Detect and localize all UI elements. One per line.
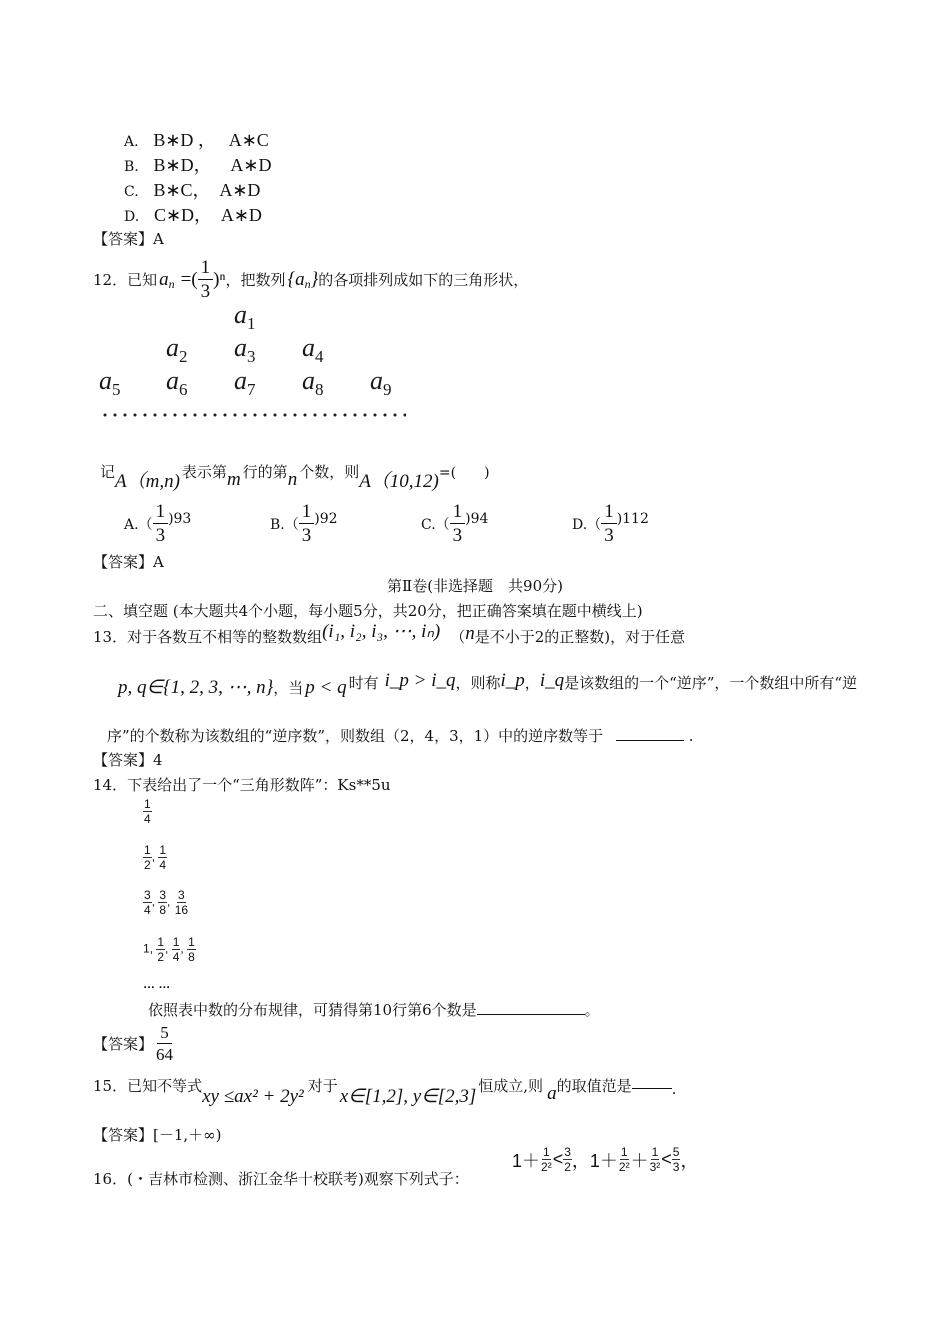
sequence-close: } bbox=[310, 268, 319, 290]
question-13-line1 bbox=[93, 621, 686, 647]
array-value: 1 bbox=[143, 941, 150, 956]
option-text: B∗C， bbox=[153, 180, 211, 200]
note-n: n bbox=[287, 468, 298, 490]
formula-var: a bbox=[547, 1082, 557, 1104]
option-exp: )92 bbox=[314, 510, 338, 527]
formula-exp: )ⁿ bbox=[213, 268, 226, 290]
option-text: A∗C bbox=[228, 130, 269, 150]
question-text: （ bbox=[450, 628, 466, 646]
option-fraction: $\frac{1}{3}$ bbox=[299, 502, 315, 545]
option-letter: A. bbox=[124, 134, 139, 150]
triangle-term: $a_2$ bbox=[166, 333, 188, 367]
expr-text: ， bbox=[571, 1150, 590, 1171]
option-exp: )93 bbox=[168, 510, 192, 527]
array-fraction: $\frac{3}{8}$ bbox=[159, 888, 167, 917]
question-14-intro: 14．下表给出了一个“三角形数阵”：Ks**5u bbox=[93, 776, 391, 794]
question-16-expressions bbox=[512, 1146, 698, 1173]
array-fraction: $\frac{1}{8}$ bbox=[188, 935, 195, 964]
note-text: 记 bbox=[100, 463, 116, 481]
expr-text: 1＋ bbox=[589, 1150, 618, 1171]
question-text: 是该数组的一个“逆序”，一个数组中所有“逆 bbox=[564, 674, 858, 692]
option-text: C∗D， bbox=[153, 205, 213, 225]
note-text: 个数，则 bbox=[299, 463, 360, 481]
triangle-dots bbox=[100, 410, 406, 420]
option-d bbox=[572, 502, 649, 545]
fraction-denominator: 3 bbox=[200, 281, 211, 302]
array-fraction: $\frac{3}{16}$ bbox=[174, 888, 189, 917]
note-text: 行的第 bbox=[242, 463, 288, 481]
section-title: 第Ⅱ卷(非选择题 共90分) bbox=[387, 577, 563, 595]
triangle-term: $a_7$ bbox=[234, 366, 256, 400]
array-fraction: $\frac{1}{4}$ bbox=[144, 797, 151, 826]
option-text: A∗D bbox=[220, 205, 262, 225]
answer-fraction: $\frac{5}{64}$ bbox=[156, 1023, 174, 1064]
note-text: =( ) bbox=[438, 464, 490, 481]
formula-ineq: xy ≤ax² + 2y² bbox=[202, 1085, 304, 1107]
option-letter: A.（ bbox=[124, 516, 153, 533]
formula-domain: x∈[1,2], y∈[2,3] bbox=[339, 1086, 477, 1107]
formula-ineq: i_p > i_q bbox=[384, 669, 456, 691]
formula-ip: i_p bbox=[500, 669, 525, 691]
question-text: 的各项排列成如下的三角形状， bbox=[318, 271, 529, 289]
question-text: ， bbox=[524, 674, 540, 692]
expr-fraction: $\frac{1}{\text{2²}}$ bbox=[618, 1145, 630, 1174]
array-row-2: $\frac{1}{2}$ , $\frac{1}{4}$ bbox=[144, 843, 167, 872]
option-letter: B. bbox=[124, 159, 139, 175]
option-letter: D. bbox=[124, 209, 140, 225]
question-text: . bbox=[688, 727, 694, 745]
expr-fraction: $\frac{3}{2}$ bbox=[564, 1145, 571, 1174]
note-m: m bbox=[226, 468, 241, 490]
question-text: 恒成立,则 bbox=[478, 1077, 544, 1095]
option-letter: C.（ bbox=[421, 516, 450, 533]
option-letter: C. bbox=[124, 184, 139, 200]
expr-text: < bbox=[661, 1149, 672, 1169]
question-16: 16．(・吉林市检测、浙江金华十校联考)观察下列式子： bbox=[93, 1170, 469, 1188]
expr-fraction: $\frac{1}{\text{3²}}$ bbox=[649, 1145, 661, 1174]
answer-label: 【答案】 bbox=[93, 1035, 154, 1053]
answer-blank bbox=[632, 1088, 672, 1089]
question-12 bbox=[93, 258, 528, 301]
answer-12: 【答案】A bbox=[93, 553, 164, 571]
option-c bbox=[124, 176, 260, 202]
option-letter: D.（ bbox=[572, 516, 602, 533]
option-text: B∗D， bbox=[153, 155, 212, 175]
question-text: ，则称 bbox=[455, 674, 501, 692]
question-text: 依照表中数的分布规律，可猜得第10行第6个数是 bbox=[148, 1001, 477, 1019]
option-a bbox=[124, 502, 191, 545]
answer-blank bbox=[616, 740, 684, 741]
question-13-line2 bbox=[118, 669, 858, 699]
array-row-3: $\frac{3}{4}$ , $\frac{3}{8}$ , $\frac{3}{16}$ bbox=[144, 888, 189, 917]
section-heading: 二、填空题 (本大题共4个小题，每小题5分，共20分，把正确答案填在题中横线上) bbox=[93, 602, 643, 620]
question-text: 。 bbox=[584, 1001, 600, 1019]
formula-a: a bbox=[159, 268, 169, 290]
option-text: A∗D bbox=[230, 155, 272, 175]
formula-fraction bbox=[198, 258, 214, 301]
formula-set: p, q∈{1, 2, 3, ⋯, n} bbox=[118, 677, 274, 698]
sequence: {a bbox=[287, 268, 305, 290]
triangle-term: $a_9$ bbox=[370, 366, 392, 400]
triangle-term: $a_6$ bbox=[166, 366, 188, 400]
option-text: A∗D bbox=[219, 180, 261, 200]
formula-tuple: (i₁, i₂, i₃, ⋯, iₙ) bbox=[322, 621, 441, 642]
answer-14 bbox=[93, 1024, 176, 1063]
expr-text: < bbox=[552, 1149, 564, 1169]
formula-iq: i_q bbox=[539, 669, 565, 691]
answer-13: 【答案】4 bbox=[93, 751, 163, 769]
option-fraction: $\frac{1}{3}$ bbox=[153, 502, 169, 545]
option-letter: B.（ bbox=[270, 516, 299, 533]
question-text: 序”的个数称为该数组的“逆序数”，则数组（2，4，3，1）中的逆序数等于 bbox=[107, 727, 604, 745]
fraction-numerator: 1 bbox=[198, 258, 214, 280]
answer-15: 【答案】[－1,＋∞) bbox=[93, 1126, 222, 1144]
option-exp: )112 bbox=[616, 510, 649, 527]
triangle-term: $a_3$ bbox=[234, 333, 256, 367]
array-fraction: $\frac{1}{4}$ bbox=[172, 935, 180, 964]
expr-fraction: $\frac{1}{\text{2²}}$ bbox=[541, 1145, 552, 1174]
option-b bbox=[124, 151, 272, 177]
sequence-sub: n bbox=[304, 277, 311, 291]
expr-text: ， bbox=[680, 1150, 699, 1171]
question-13-line3 bbox=[107, 725, 694, 746]
option-text: B∗D ， bbox=[153, 130, 216, 150]
question-15 bbox=[93, 1075, 676, 1108]
triangle-term: $a_4$ bbox=[302, 333, 324, 367]
formula-sub: n bbox=[168, 277, 175, 291]
question-text: ，把数列 bbox=[225, 271, 286, 289]
formula-cond: p < q bbox=[305, 676, 347, 698]
triangle-term: $a_5$ bbox=[99, 366, 121, 400]
question-number: 12．已知 bbox=[93, 271, 158, 289]
answer-11: 【答案】A bbox=[93, 230, 164, 248]
question-text: . bbox=[671, 1079, 677, 1098]
array-fraction: $\frac{3}{4}$ bbox=[144, 888, 151, 917]
option-d bbox=[124, 201, 262, 227]
expr-text: 1＋ bbox=[512, 1150, 541, 1171]
array-ellipsis: … … bbox=[143, 977, 171, 991]
answer-blank bbox=[477, 1014, 585, 1015]
triangle-term: $a_8$ bbox=[302, 366, 324, 400]
option-b bbox=[270, 502, 338, 545]
option-a bbox=[124, 126, 269, 152]
array-fraction: $\frac{1}{4}$ bbox=[159, 843, 167, 872]
triangle-term: $a_1$ bbox=[234, 300, 256, 334]
option-fraction: $\frac{1}{3}$ bbox=[450, 502, 466, 545]
question-text: ，当 bbox=[273, 679, 304, 697]
question-text: 15．已知不等式 bbox=[93, 1077, 203, 1095]
question-14-question bbox=[148, 999, 600, 1020]
question-text: 对于 bbox=[307, 1077, 338, 1095]
option-fraction: $\frac{1}{3}$ bbox=[601, 502, 617, 545]
array-row-4: 1, $\frac{1}{2}$ , $\frac{1}{4}$ , $\frac{1}{8}$ bbox=[143, 935, 195, 964]
question-text: 时有 bbox=[348, 674, 379, 692]
array-row-1 bbox=[143, 798, 152, 825]
question-text: 13．对于各数互不相等的整数数组 bbox=[93, 628, 323, 646]
expr-fraction: $\frac{5}{3}$ bbox=[672, 1145, 680, 1174]
question-text: 的取值范是 bbox=[556, 1077, 632, 1095]
formula-eq: =( bbox=[180, 268, 198, 290]
array-fraction: $\frac{1}{2}$ bbox=[157, 935, 165, 964]
question-text: 是不小于2的正整数)，对于任意 bbox=[474, 628, 686, 646]
note-A2: A（10,12) bbox=[359, 471, 439, 492]
formula-n: n bbox=[465, 622, 475, 644]
note-A: A（m,n) bbox=[115, 471, 180, 492]
option-exp: )94 bbox=[465, 510, 489, 527]
expr-text: ＋ bbox=[630, 1150, 649, 1171]
note-text: 表示第 bbox=[181, 463, 227, 481]
array-fraction: $\frac{1}{2}$ bbox=[144, 843, 151, 872]
question-12-note bbox=[100, 450, 490, 493]
option-c bbox=[421, 502, 488, 545]
